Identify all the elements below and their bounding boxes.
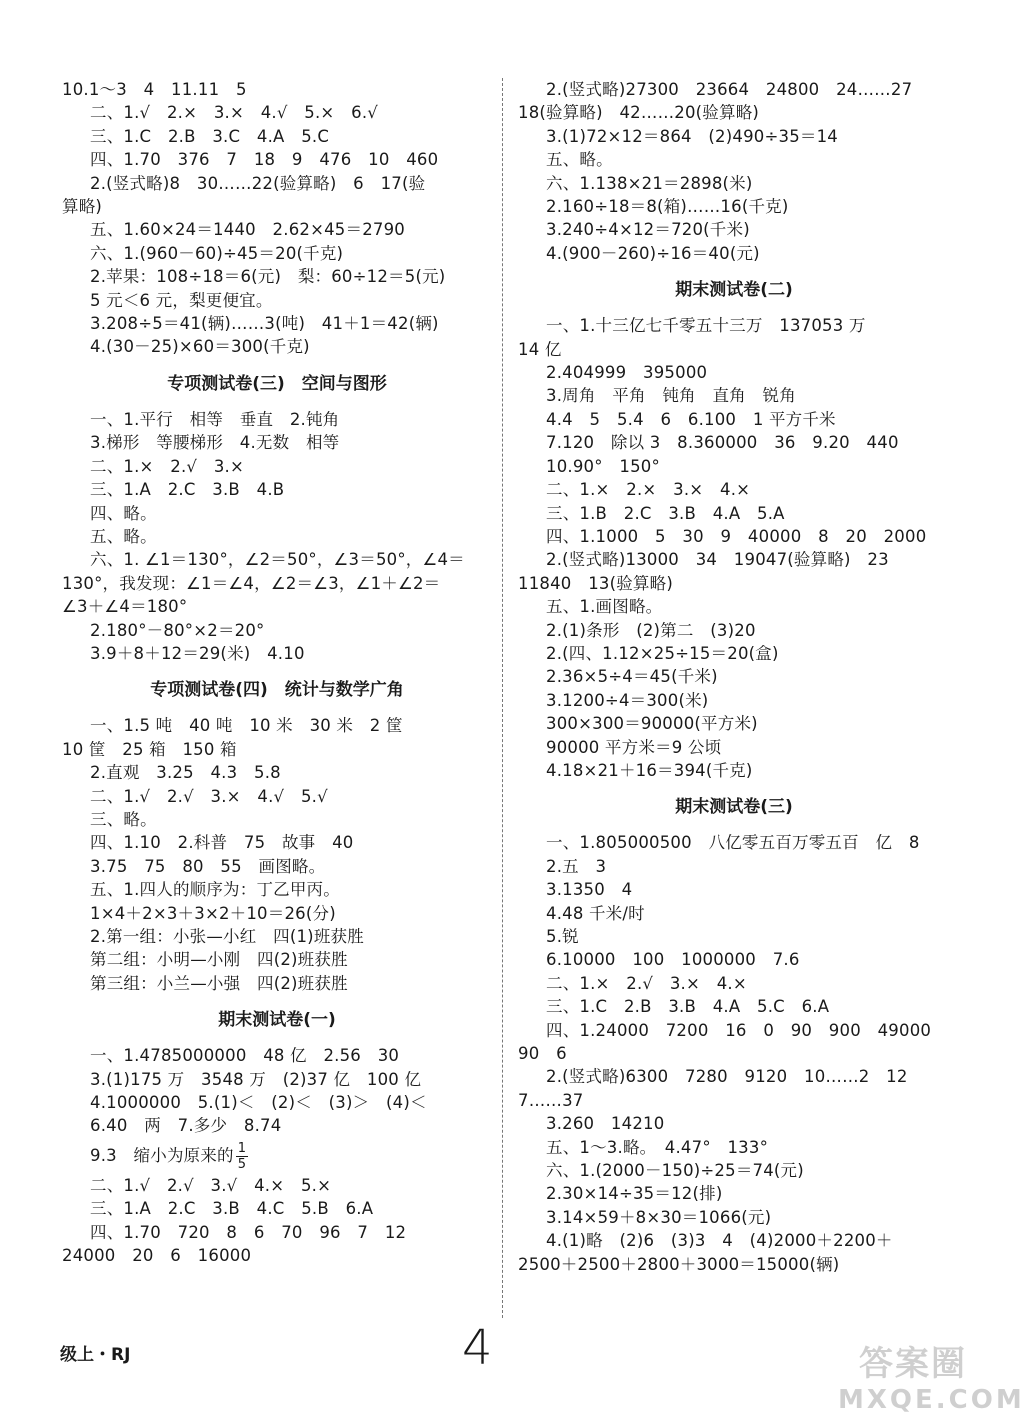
answer-line: 3.240÷4×12＝720(千米) — [546, 220, 750, 240]
answer-line: 六、1.(960－60)÷45＝20(千克) — [90, 243, 344, 263]
answer-line: 一、1.805000500 八亿零五百万零五百 亿 8 — [546, 833, 920, 853]
answer-line: 3.(1)175 万 3548 万 (2)37 亿 100 亿 — [90, 1069, 422, 1089]
answer-line: 18(验算略) 42……20(验算略) — [518, 103, 760, 123]
answer-line: 2.五 3 — [546, 856, 607, 876]
answer-line: 二、1.√ 2.√ 3.× 4.√ 5.√ — [90, 786, 328, 806]
answer-line: 4.(30－25)×60＝300(千克) — [90, 337, 310, 357]
answer-line: 二、1.× 2.× 3.× 4.× — [546, 480, 751, 500]
answer-line: 7……37 — [518, 1090, 584, 1110]
answer-line: 六、1.(2000－150)÷25＝74(元) — [546, 1161, 804, 1181]
watermark-logo — [838, 1336, 1025, 1415]
watermark-url: MXQE.COM — [838, 1385, 1025, 1415]
answer-line: 6.10000 100 1000000 7.6 — [546, 950, 800, 970]
answer-line: 4.4 5 5.4 6 6.100 1 平方千米 — [546, 409, 836, 429]
answer-line: 三、略。 — [90, 809, 157, 829]
answer-line: 2.(四、1.12×25÷15＝20(盒) — [546, 643, 779, 663]
answer-line: ∠3＋∠4＝180° — [62, 597, 188, 617]
answer-line: 3.208÷5＝41(辆)……3(吨) 41＋1＝42(辆) — [90, 314, 439, 334]
answer-line: 14 亿 — [518, 339, 562, 359]
answer-line: 3.梯形 等腰梯形 4.无数 相等 — [90, 433, 340, 453]
answer-line: 五、1.四人的顺序为：丁乙甲丙。 — [90, 880, 340, 900]
answer-line: 三、1.B 2.C 3.B 4.A 5.A — [546, 503, 785, 523]
answer-line: 4.18×21＋16＝394(千克) — [546, 760, 753, 780]
answer-line: 三、1.A 2.C 3.B 4.B — [90, 480, 285, 500]
answer-line: 2.(竖式略)27300 23664 24800 24……27 — [546, 80, 913, 99]
answer-line: 四、1.70 376 7 18 9 476 10 460 — [90, 150, 439, 170]
answer-line — [62, 1138, 492, 1174]
answer-line: 1×4＋2×3＋3×2＋10＝26(分) — [90, 903, 336, 923]
answer-line: 一、1.十三亿七千零五十三万 137053 万 — [546, 316, 866, 336]
fraction-numerator: 1 — [237, 1140, 247, 1156]
answer-line: 2.苹果：108÷18＝6(元) 梨：60÷12＝5(元) — [90, 267, 446, 287]
section-title: 专项测试卷(三) 空间与图形 — [167, 373, 387, 394]
left-column — [62, 78, 492, 1267]
section-title: 期末测试卷(一) — [218, 1010, 336, 1031]
answer-line: 2.(竖式略)8 30……22(验算略) 6 17(验 — [90, 173, 426, 193]
answer-line: 四、1.24000 7200 16 0 90 900 49000 — [546, 1020, 932, 1040]
fraction — [236, 1141, 248, 1172]
answer-line: 3.(1)72×12＝864 (2)490÷35＝14 — [546, 126, 839, 146]
answer-line: 2.36×5÷4＝45(千米) — [546, 667, 718, 687]
answer-line: 二、1.√ 2.× 3.× 4.√ 5.× 6.√ — [90, 103, 378, 123]
answer-text: 9.3 缩小为原来的 — [90, 1145, 234, 1165]
answer-line: 11840 13(验算略) — [518, 573, 673, 593]
answer-line: 一、1.平行 相等 垂直 2.钝角 — [90, 409, 340, 429]
answer-line: 5.锐 — [546, 927, 579, 946]
answer-line: 4.1000000 5.(1)＜ (2)＜ (3)＞ (4)＜ — [90, 1093, 427, 1113]
page-number: 4 — [462, 1320, 493, 1376]
answer-line: 四、1.1000 5 30 9 40000 8 20 2000 — [546, 526, 927, 546]
answer-line: 三、1.A 2.C 3.B 4.C 5.B 6.A — [90, 1199, 374, 1219]
answer-line: 五、1～3.略。 4.47° 133° — [546, 1137, 769, 1157]
answer-line: 第二组：小明—小刚 四(2)班获胜 — [90, 950, 348, 970]
answer-line: 7.120 除以 3 8.360000 36 9.20 440 — [546, 433, 899, 453]
answer-line: 2.404999 395000 — [546, 363, 708, 383]
answer-line: 四、1.70 720 8 6 70 96 7 12 — [90, 1222, 407, 1242]
answer-line: 二、1.× 2.√ 3.× — [90, 456, 244, 476]
right-column — [518, 78, 950, 1276]
answer-line: 三、1.C 2.B 3.B 4.A 5.C 6.A — [546, 997, 830, 1017]
answer-line: 2.(竖式略)13000 34 19047(验算略) 23 — [546, 550, 889, 570]
answer-line: 一、1.5 吨 40 吨 10 米 30 米 2 筐 — [90, 716, 403, 736]
answer-line: 3.1200÷4＝300(米) — [546, 690, 709, 710]
answer-line: 四、1.10 2.科普 75 故事 40 — [90, 833, 354, 853]
footer-grade-label: 级上・RJ — [60, 1345, 131, 1365]
answer-line: 3.75 75 80 55 画图略。 — [90, 856, 326, 876]
answer-line: 三、1.C 2.B 3.C 4.A 5.C — [90, 126, 330, 146]
answer-line: 一、1.4785000000 48 亿 2.56 30 — [90, 1046, 400, 1066]
answer-line: 五、略。 — [90, 526, 157, 546]
answer-line: 3.9＋8＋12＝29(米) 4.10 — [90, 643, 305, 663]
answer-line: 24000 20 6 16000 — [62, 1246, 252, 1266]
answer-line: 五、1.画图略。 — [546, 597, 663, 617]
answer-line: 二、1.× 2.√ 3.× 4.× — [546, 973, 747, 993]
answer-line: 2.(竖式略)6300 7280 9120 10……2 12 — [546, 1067, 908, 1087]
answer-line: 2.(1)条形 (2)第二 (3)20 — [546, 620, 756, 640]
answer-line: 4.(1)略 (2)6 (3)3 4 (4)2000＋2200＋ — [546, 1231, 893, 1251]
answer-line: 六、1.138×21＝2898(米) — [546, 173, 753, 193]
answer-line: 300×300＝90000(平方米) — [546, 714, 758, 734]
section-title: 期末测试卷(三) — [675, 797, 793, 818]
answer-line: 90 6 — [518, 1044, 567, 1064]
answer-line: 10 筐 25 箱 150 箱 — [62, 739, 237, 759]
answer-line: 2500＋2500＋2800＋3000＝15000(辆) — [518, 1254, 840, 1274]
answer-line: 第三组：小兰—小强 四(2)班获胜 — [90, 973, 348, 993]
answer-line: 130°，我发现：∠1＝∠4，∠2＝∠3，∠1＋∠2＝ — [62, 573, 441, 593]
answer-line: 四、略。 — [90, 503, 157, 523]
answer-line: 2.30×14÷35＝12(排) — [546, 1184, 723, 1204]
answer-line: 2.第一组：小张—小红 四(1)班获胜 — [90, 927, 364, 946]
answer-line: 3.周角 平角 钝角 直角 锐角 — [546, 386, 796, 406]
section-title: 期末测试卷(二) — [675, 280, 793, 301]
answer-line: 2.180°－80°×2＝20° — [90, 620, 265, 640]
answer-line: 二、1.√ 2.√ 3.√ 4.× 5.× — [90, 1175, 332, 1195]
column-divider — [502, 78, 503, 1318]
answer-line: 2.直观 3.25 4.3 5.8 — [90, 763, 281, 783]
fraction-denominator: 5 — [237, 1156, 247, 1172]
answer-line: 五、1.60×24＝1440 2.62×45＝2790 — [90, 220, 406, 240]
answer-line: 5 元＜6 元，梨更便宜。 — [90, 290, 273, 310]
answer-line: 3.14×59＋8×30＝1066(元) — [546, 1207, 772, 1227]
answer-line: 3.1350 4 — [546, 880, 633, 900]
answer-line: 4.(900－260)÷16＝40(元) — [546, 243, 760, 263]
answer-line: 六、1. ∠1＝130°，∠2＝50°，∠3＝50°，∠4＝ — [90, 550, 465, 570]
answer-line: 6.40 两 7.多少 8.74 — [90, 1116, 282, 1136]
answer-line: 3.260 14210 — [546, 1114, 665, 1134]
answer-line: 2.160÷18＝8(箱)……16(千克) — [546, 197, 789, 217]
section-title: 专项测试卷(四) 统计与数学广角 — [150, 680, 404, 701]
answer-line: 10.90° 150° — [546, 456, 660, 476]
answer-line: 10.1～3 4 11.11 5 — [62, 80, 247, 99]
answer-line: 五、略。 — [546, 150, 613, 170]
answer-line: 90000 平方米＝9 公顷 — [546, 737, 722, 757]
answer-line: 算略) — [62, 197, 103, 217]
answer-line: 4.48 千米/时 — [546, 903, 645, 923]
watermark-text: 答案圈 — [859, 1344, 967, 1384]
